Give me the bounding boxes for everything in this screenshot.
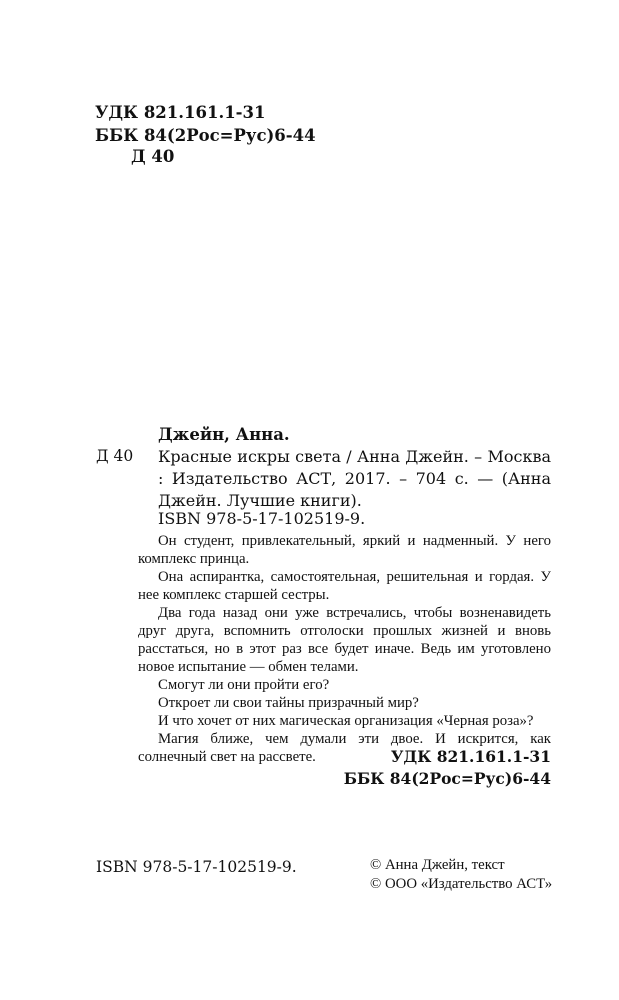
entry-isbn: ISBN 978-5-17-102519-9.: [158, 509, 366, 528]
annotation-paragraph: Смогут ли они пройти его?: [158, 677, 330, 693]
annotation-paragraph: Магия ближе, чем думали эти двое. И искрится, как солнечный свет на рассвете.: [138, 731, 551, 765]
annotation-paragraph: Она аспирантка, самостоятельная, решительная и гордая. У нее комплекс старшей сестры.: [138, 569, 551, 603]
annotation-paragraph: И что хочет от них магическая организация «Черная роза»?: [158, 713, 534, 729]
bbk-code-bottom: ББК 84(2Рос=Рус)6-44: [343, 769, 551, 788]
copyright-author: © Анна Джейн, текст: [370, 857, 505, 873]
annotation-paragraph: Откроет ли свои тайны призрачный мир?: [158, 695, 419, 711]
footer-isbn: ISBN 978-5-17-102519-9.: [96, 858, 297, 876]
entry-description: Красные искры света / Анна Джейн. – Москва : Издательство АСТ, 2017. – 704 с. — (Анна Джейн. Лучшие книги).: [158, 447, 551, 510]
author-sign-top: Д 40: [131, 147, 175, 166]
copyright-publisher: © ООО «Издательство АСТ»: [370, 876, 553, 892]
udk-code-top: УДК 821.161.1-31: [95, 103, 266, 122]
annotation-paragraph: Два года назад они уже встречались, чтобы возненавидеть друг друга, вспомнить отголоски прошлых жизней и вновь расстаться, но в этот раз все будет иначе. Ведь им уготовлено новое испытание — обмен телами.: [138, 605, 551, 675]
bbk-code-top: ББК 84(2Рос=Рус)6-44: [95, 126, 316, 145]
udk-code-bottom: УДК 821.161.1-31: [390, 747, 551, 766]
annotation: [138, 532, 551, 766]
entry-author: Джейн, Анна.: [158, 425, 290, 444]
annotation-paragraph: Он студент, привлекательный, яркий и надменный. У него комплекс принца.: [138, 533, 551, 567]
entry-author-sign: Д 40: [96, 447, 134, 465]
